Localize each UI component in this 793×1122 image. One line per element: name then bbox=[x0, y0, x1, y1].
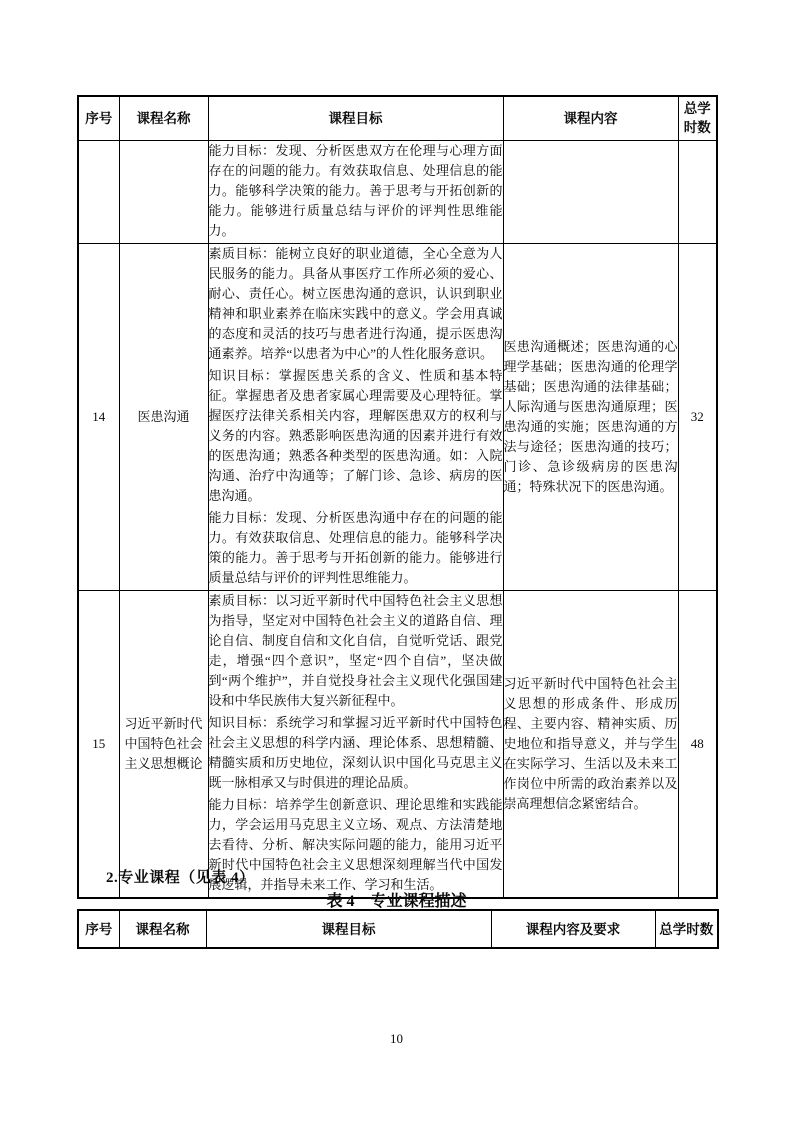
table-row-14 bbox=[78, 243, 717, 590]
col-header-content-requirements: 课程内容及要求 bbox=[491, 910, 655, 948]
objective-paragraph: 知识目标：系统学习和掌握习近平新时代中国特色社会主义思想的科学内涵、理论体系、思想精髓、精髓实质和历史地位，深刻认识中国化马克思主义既一脉相承又与时俱进的理论品质。 bbox=[208, 714, 503, 790]
content-cell: 医患沟通概述；医患沟通的心理学基础；医患沟通的伦理学基础；医患沟通的法律基础；人际沟通与医患沟通原理；医患沟通的实施；医患沟通的方法与途径；医患沟通的技巧；门诊、急诊级病房的医患沟通；特殊状况下的医患沟通。 bbox=[503, 243, 678, 590]
table-row-15 bbox=[78, 590, 717, 898]
objective-paragraph: 能力目标：发现、分析医患沟通中存在的问题的能力。有效获取信息、处理信息的能力。能够科学决策的能力。善于思考与开拓创新的能力。能够进行质量总结与评价的评判性思维能力。 bbox=[208, 509, 503, 585]
col-header-total-hours: 总学时数 bbox=[678, 96, 717, 140]
objective-paragraph: 能力目标：发现、分析医患双方在伦理与心理方面存在的问题的能力。有效获取信息、处理信息的能力。能够科学决策的能力。善于思考与开拓创新的能力。能够进行质量总结与评价的评判性思维能力。 bbox=[208, 142, 503, 238]
page-number: 10 bbox=[390, 1031, 403, 1046]
col-header-seq: 序号 bbox=[78, 910, 119, 948]
col-header-course-name: 课程名称 bbox=[119, 96, 208, 140]
col-header-objectives: 课程目标 bbox=[208, 96, 503, 140]
content-cell bbox=[503, 140, 678, 243]
col-header-seq: 序号 bbox=[78, 96, 119, 140]
hours-cell: 48 bbox=[678, 590, 717, 898]
col-header-total-hours: 总学时数 bbox=[655, 910, 718, 948]
course-name-cell bbox=[119, 140, 208, 243]
table4-title: 表 4 专业课程描述 bbox=[326, 893, 467, 910]
professional-course-table bbox=[77, 909, 719, 949]
section-heading: 2.专业课程（见表 4） bbox=[106, 870, 255, 886]
objectives-cell bbox=[208, 590, 503, 898]
objective-paragraph: 能力目标：培养学生创新意识、理论思维和实践能力，学会运用马克思主义立场、观点、方法清楚地去看待、分析、解决实际问题的能力，能用习近平新时代中国特色社会主义思想深刻理解当代中国发展逻辑，并指导未来工作、学习和生活。 bbox=[208, 796, 503, 892]
table-header-row bbox=[78, 96, 717, 140]
hours-cell bbox=[678, 140, 717, 243]
objectives-cell bbox=[208, 243, 503, 590]
content-cell: 习近平新时代中国特色社会主义思想的形成条件、形成历程、主要内容、精神实质、历史地位和指导意义，并与学生在实际学习、生活以及未来工作岗位中所需的政治素养以及崇高理想信念紧密结合。 bbox=[503, 590, 678, 898]
col-header-course-name: 课程名称 bbox=[119, 910, 206, 948]
seq-cell: 15 bbox=[78, 590, 119, 898]
objective-paragraph: 素质目标：以习近平新时代中国特色社会主义思想为指导，坚定对中国特色社会主义的道路自信、理论自信、制度自信和文化自信，自觉听党话、跟党走，增强“四个意识”，坚定“四个自信”，坚决做到“两个维护”，并自觉投身社会主义现代化强国建设和中华民族伟大复兴新征程中。 bbox=[208, 592, 503, 708]
table-header-row bbox=[78, 910, 718, 948]
objective-paragraph: 知识目标：掌握医患关系的含义、性质和基本特征。掌握患者及患者家属心理需要及心理特征。掌握医疗法律关系相关内容，理解医患双方的权利与义务的内容。熟悉影响医患沟通的因素并进行有效的医患沟通；熟悉各种类型的医患沟通。如：入院沟通、治疗中沟通等；了解门诊、急诊、病房的医患沟通。 bbox=[208, 367, 503, 503]
course-description-table bbox=[77, 95, 718, 899]
hours-cell: 32 bbox=[678, 243, 717, 590]
table-row-continuation bbox=[78, 140, 717, 243]
objective-paragraph: 素质目标：能树立良好的职业道德，全心全意为人民服务的能力。具备从事医疗工作所必须的爱心、耐心、责任心。树立医患沟通的意识，认识到职业精神和职业素养在临床实践中的意义。学会用真诚的态度和灵活的技巧与患者进行沟通，提示医患沟通素养。培养“以患者为中心”的人性化服务意识。 bbox=[208, 245, 503, 361]
objectives-cell bbox=[208, 140, 503, 243]
col-header-objectives: 课程目标 bbox=[206, 910, 491, 948]
seq-cell bbox=[78, 140, 119, 243]
col-header-content: 课程内容 bbox=[503, 96, 678, 140]
course-name-cell: 习近平新时代中国特色社会主义思想概论 bbox=[119, 590, 208, 898]
seq-cell: 14 bbox=[78, 243, 119, 590]
course-name-cell: 医患沟通 bbox=[119, 243, 208, 590]
